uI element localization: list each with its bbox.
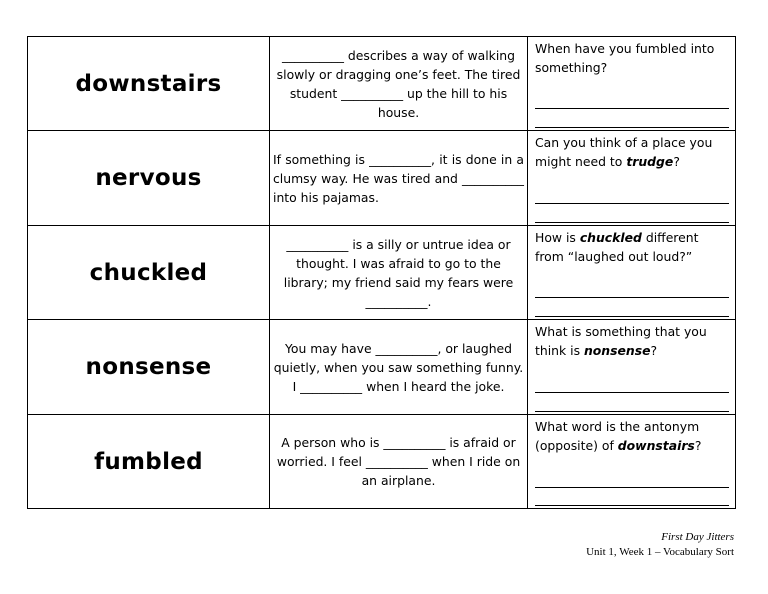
answer-line <box>535 316 729 317</box>
definition-cell <box>270 226 528 319</box>
page-footer <box>586 530 734 560</box>
answer-line <box>535 392 729 393</box>
word-cell <box>28 131 270 225</box>
vocabulary-word: nonsense <box>85 354 212 380</box>
table-row <box>28 320 735 415</box>
answer-line <box>535 108 729 109</box>
answer-line <box>535 505 729 506</box>
question-text: What is something that you think is nonsense? <box>535 324 707 358</box>
table-row <box>28 226 735 320</box>
definition-cell <box>270 37 528 130</box>
question-cell <box>528 226 735 319</box>
definition-text: A person who is __________ is afraid or worried. I feel __________ when I ride on an airplane. <box>276 435 521 488</box>
footer-subtitle: Unit 1, Week 1 – Vocabulary Sort <box>586 546 734 558</box>
answer-line <box>535 411 729 412</box>
table-row <box>28 37 735 131</box>
definition-text: __________ is a silly or untrue idea or thought. I was afraid to go to the library; my friend said my fears were __________. <box>283 236 514 309</box>
question-text: When have you fumbled into something? <box>535 41 715 75</box>
definition-text: You may have __________, or laughed quietly, when you saw something funny. I __________ when I heard the joke. <box>273 340 524 394</box>
table-row <box>28 415 735 508</box>
answer-line <box>535 487 729 488</box>
word-cell <box>28 226 270 319</box>
word-cell <box>28 415 270 508</box>
table-row <box>28 131 735 226</box>
answer-line <box>535 127 729 128</box>
word-cell <box>28 320 270 414</box>
definition-cell <box>270 320 528 414</box>
question-cell <box>528 415 735 508</box>
question-text: How is chuckled different from “laughed out loud?” <box>535 230 699 264</box>
question-cell <box>528 131 735 225</box>
question-cell <box>528 320 735 414</box>
answer-line <box>535 203 729 204</box>
definition-text: If something is __________, it is done in a clumsy way. He was tired and __________ into his pajamas. <box>273 151 524 205</box>
footer-title: First Day Jitters <box>661 531 734 543</box>
question-emphasis: chuckled <box>579 230 642 245</box>
vocabulary-word: downstairs <box>75 70 222 97</box>
word-cell <box>28 37 270 130</box>
vocabulary-word: fumbled <box>94 448 203 475</box>
question-text: What word is the antonym (opposite) of downstairs? <box>535 419 702 453</box>
answer-line <box>535 222 729 223</box>
vocabulary-word: nervous <box>95 165 202 191</box>
definition-cell <box>270 131 528 225</box>
question-cell <box>528 37 735 130</box>
question-emphasis: downstairs <box>617 438 695 453</box>
question-emphasis: nonsense <box>583 343 651 358</box>
question-text: Can you think of a place you might need to trudge? <box>535 135 713 169</box>
vocabulary-sort-table <box>27 36 736 509</box>
definition-text: __________ describes a way of walking slowly or dragging one’s feet. The tired student __________ up the hill to his house. <box>276 47 521 120</box>
answer-line <box>535 297 729 298</box>
definition-cell <box>270 415 528 508</box>
vocabulary-word: chuckled <box>89 259 208 286</box>
question-emphasis: trudge <box>626 154 674 169</box>
